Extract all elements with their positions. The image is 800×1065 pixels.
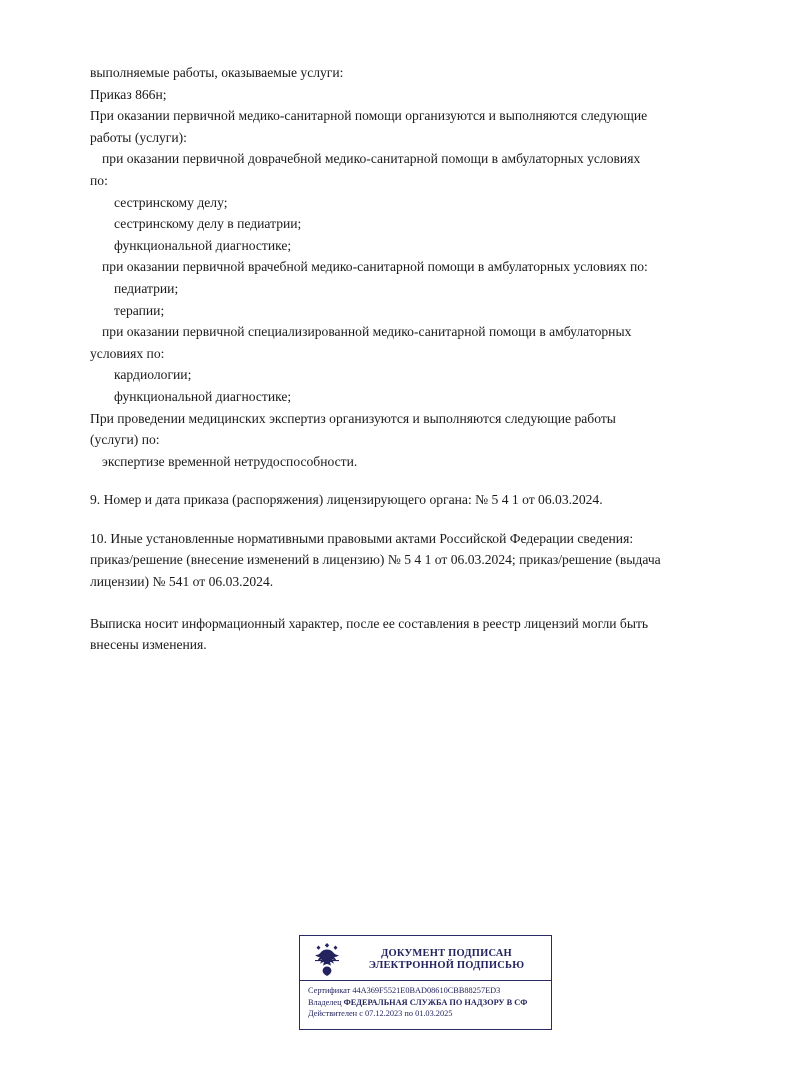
stamp-owner-value: ФЕДЕРАЛЬНАЯ СЛУЖБА ПО НАДЗОРУ В СФ (343, 997, 528, 1007)
stamp-title-line-1: ДОКУМЕНТ ПОДПИСАН (381, 947, 512, 959)
body-line: условиях по: (90, 345, 165, 361)
body-line: терапии; (114, 302, 165, 318)
clause-10 (90, 528, 715, 593)
works-and-services-block (90, 62, 715, 472)
body-line: (услуги) по: (90, 432, 160, 448)
stamp-valid-to-prefix: по (404, 1009, 413, 1019)
body-line: сестринскому делу в педиатрии; (114, 216, 302, 232)
stamp-details (300, 981, 551, 1023)
spacer (90, 511, 715, 528)
clause-10-line: лицензии) № 541 от 06.03.2024. (90, 574, 274, 590)
stamp-certificate-line (308, 985, 545, 997)
stamp-valid-to: 01.03.2025 (415, 1009, 453, 1019)
stamp-title-line-2: ЭЛЕКТРОННОЙ ПОДПИСЬЮ (368, 960, 525, 971)
body-line: При оказании первичной медико-санитарной помощи организуются и выполняются следующие (90, 108, 648, 124)
body-line: педиатрии; (114, 280, 179, 296)
note-line: внесены изменения. (90, 637, 207, 653)
body-line: функциональной диагностике; (114, 388, 292, 404)
informational-note (90, 613, 715, 656)
stamp-header (300, 936, 551, 980)
clause-10-line: приказ/решение (внесение изменений в лицензию) № 5 4 1 от 06.03.2024; приказ/решение (выдача (90, 552, 661, 568)
electronic-signature-stamp (299, 935, 552, 1030)
stamp-certificate-label: Сертификат (308, 986, 351, 995)
double-headed-eagle-icon (310, 941, 344, 979)
body-line: по: (90, 172, 108, 188)
body-line: функциональной диагностике; (114, 237, 292, 253)
note-line: Выписка носит информационный характер, после ее составления в реестр лицензий могли быть (90, 615, 649, 631)
spacer (90, 593, 715, 613)
body-line: кардиологии; (114, 367, 192, 383)
stamp-owner-label: Владелец (308, 997, 342, 1007)
body-line: при оказании первичной доврачебной медико-санитарной помощи в амбулаторных условиях (102, 151, 641, 167)
stamp-valid-label: Действителен (308, 1009, 358, 1019)
body-line: сестринскому делу; (114, 194, 228, 210)
body-line: При проведении медицинских экспертиз организуются и выполняются следующие работы (90, 410, 616, 426)
stamp-certificate-value: 44A369F5521E0BAD08610CBB88257ED3 (352, 986, 501, 995)
body-line: при оказании первичной врачебной медико-санитарной помощи в амбулаторных условиях по: (102, 259, 648, 275)
clause-10-line: 10. Иные установленные нормативными правовыми актами Российской Федерации сведения: (90, 530, 634, 546)
stamp-validity-line (308, 1008, 545, 1020)
stamp-title (350, 948, 545, 973)
body-line: экспертизе временной нетрудоспособности. (102, 453, 358, 469)
body-line: выполняемые работы, оказываемые услуги: (90, 65, 344, 80)
stamp-owner-line (308, 997, 545, 1009)
body-line: при оказании первичной специализированной медико-санитарной помощи в амбулаторных (102, 324, 632, 340)
clause-9: 9. Номер и дата приказа (распоряжения) лицензирующего органа: № 5 4 1 от 06.03.2024. (90, 492, 603, 508)
document-content (90, 62, 715, 656)
body-line: работы (услуги): (90, 129, 187, 145)
spacer (90, 472, 715, 489)
body-line: Приказ 866н; (90, 86, 167, 102)
stamp-valid-from: 07.12.2023 (364, 1009, 403, 1019)
stamp-valid-from-prefix: с (359, 1009, 363, 1019)
